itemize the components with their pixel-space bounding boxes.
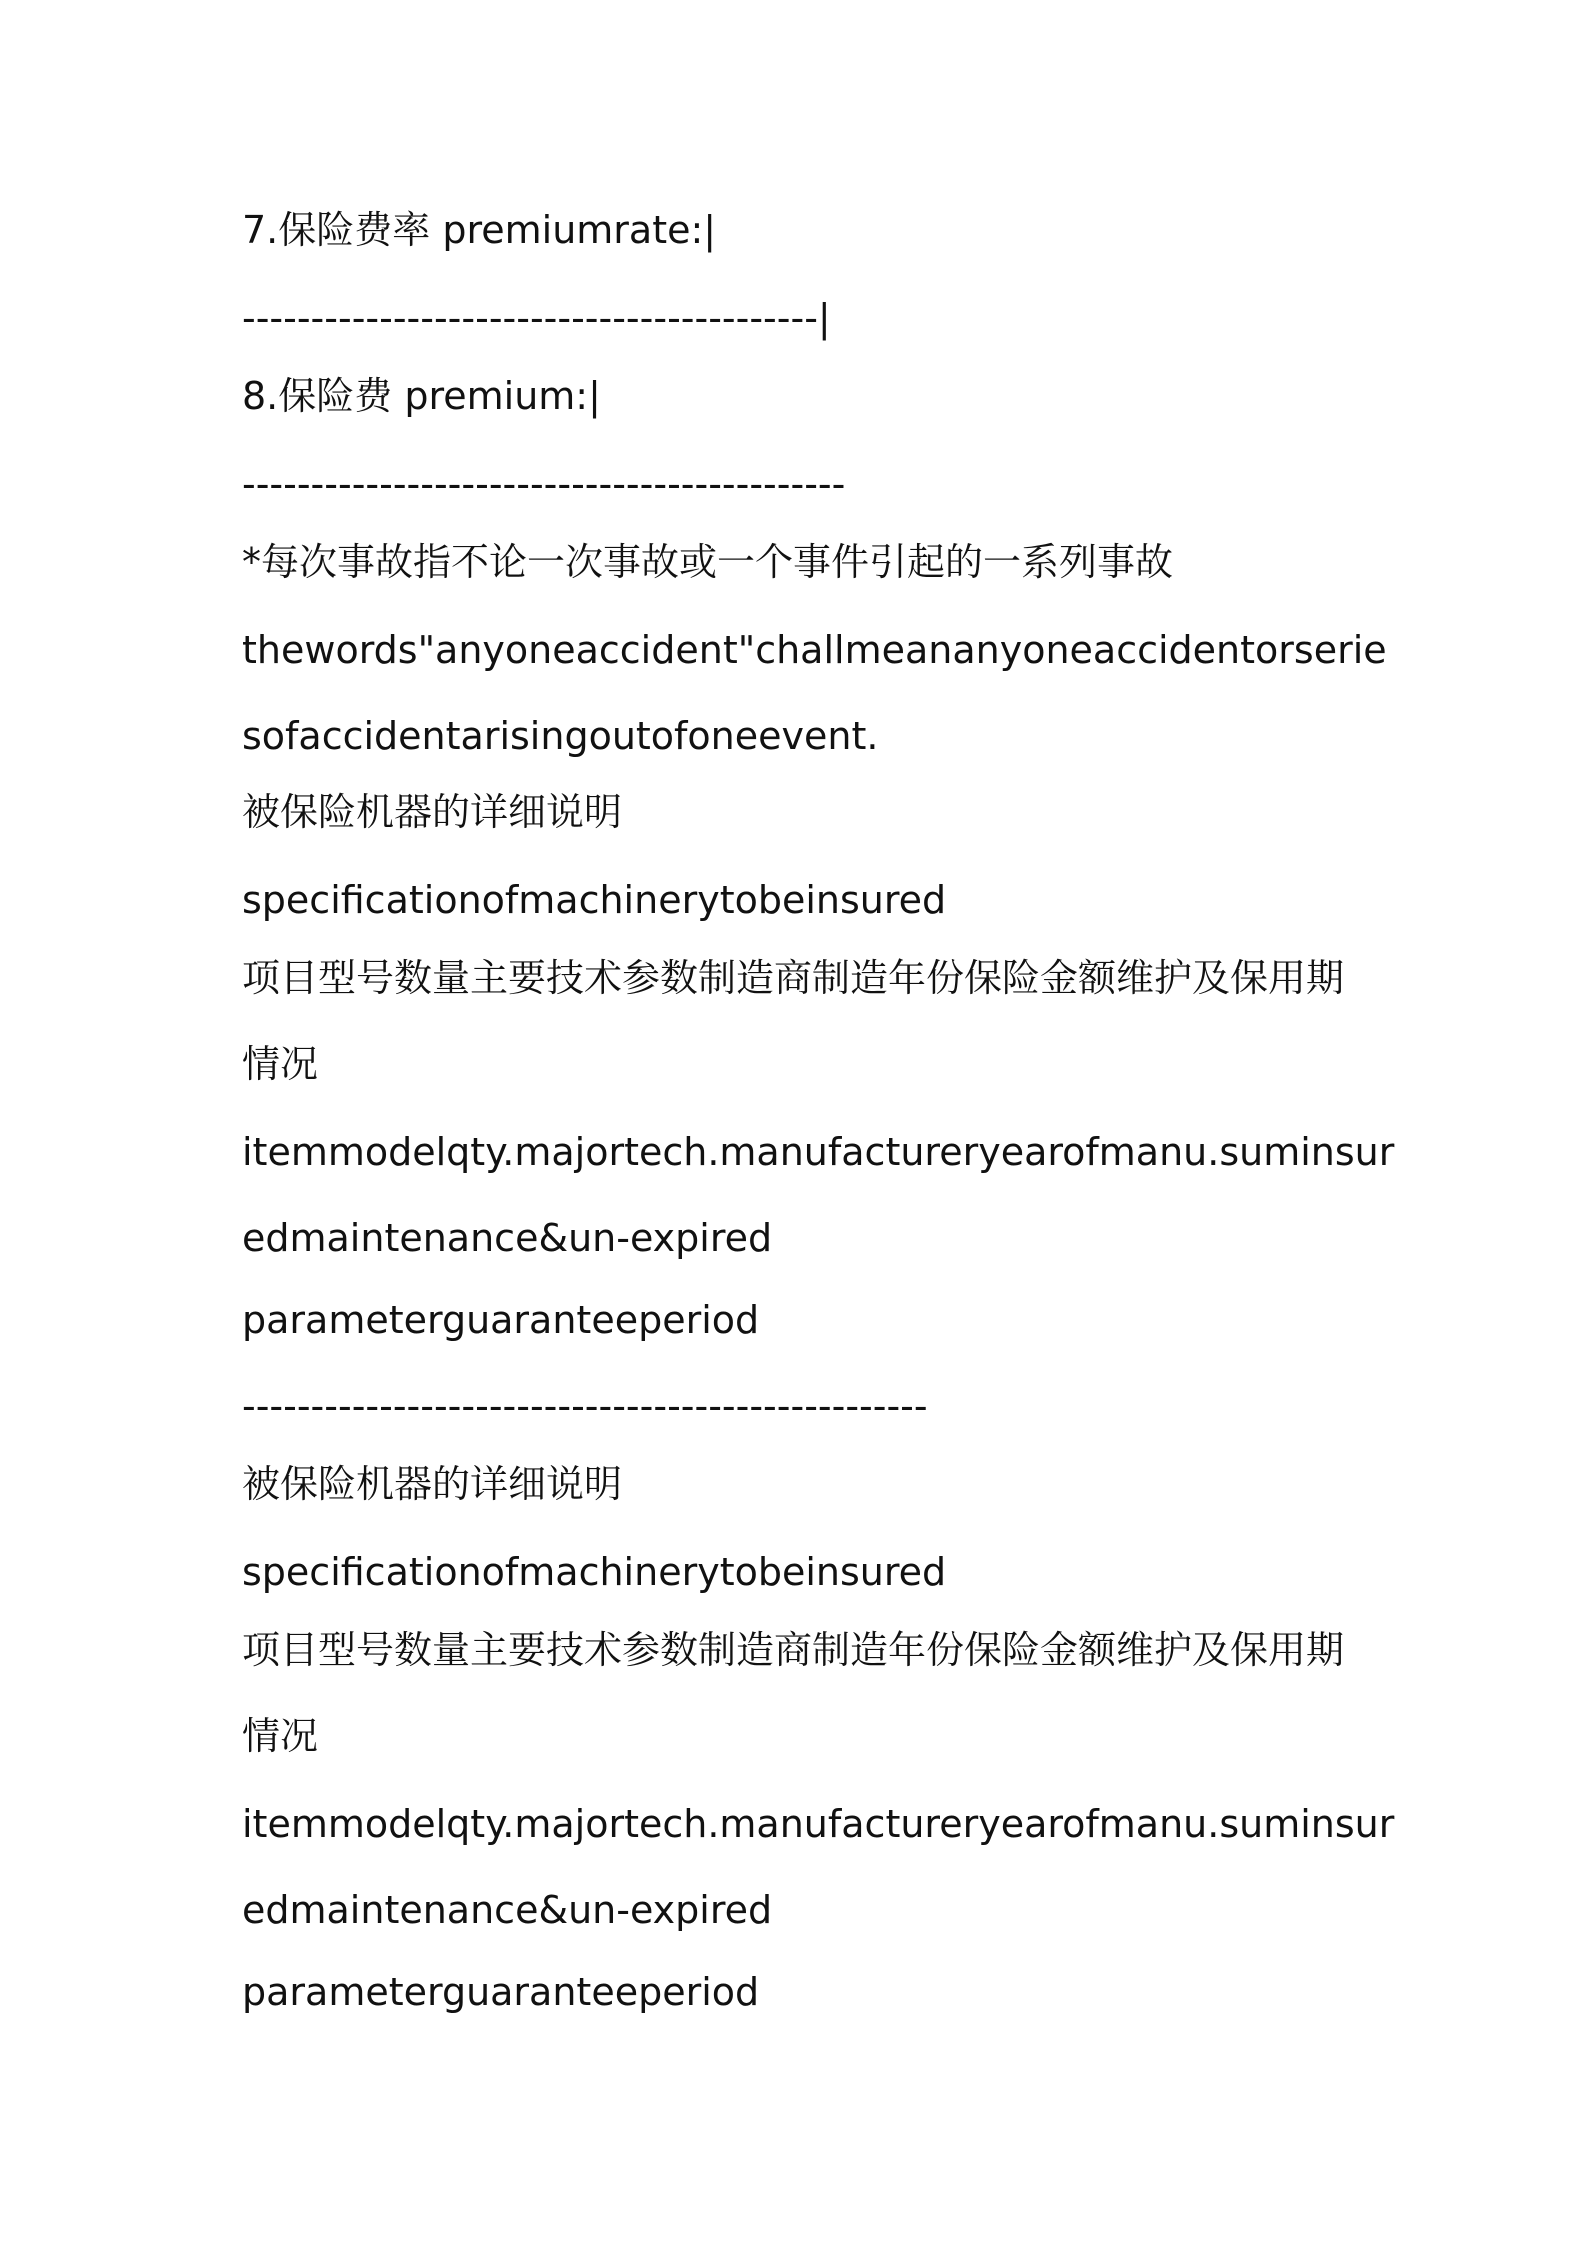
note-chinese: *每次事故指不论一次事故或一个事件引起的一系列事故 — [242, 540, 1174, 584]
columns-english-line-2: edmaintenance&un-expired — [242, 1216, 773, 1260]
columns-chinese-line-1: 项目型号数量主要技术参数制造商制造年份保险金额维护及保用期 — [242, 956, 1345, 1000]
note-english-line-2: sofaccidentarisingoutofoneevent. — [242, 714, 879, 758]
columns-english-line-1: itemmodelqty.majortech.manufactureryearofmanu.suminsur — [242, 1802, 1395, 1846]
columns-chinese-line-2: 情况 — [242, 1714, 319, 1758]
premium-line: 8.保险费 premium:| — [242, 374, 601, 418]
section-heading-english: specificationofmachinerytobeinsured — [242, 878, 947, 922]
separator-line: -------------------------------------------------- — [242, 1384, 928, 1428]
note-english-line-1: thewords"anyoneaccident"challmeananyoneaccidentorserie — [242, 628, 1387, 672]
columns-chinese-line-1: 项目型号数量主要技术参数制造商制造年份保险金额维护及保用期 — [242, 1628, 1345, 1672]
columns-english-line-3: parameterguaranteeperiod — [242, 1298, 760, 1342]
columns-chinese-line-2: 情况 — [242, 1042, 319, 1086]
section-heading-chinese: 被保险机器的详细说明 — [242, 790, 623, 834]
columns-english-line-3: parameterguaranteeperiod — [242, 1970, 760, 2014]
section-heading-english: specificationofmachinerytobeinsured — [242, 1550, 947, 1594]
premium-rate-line: 7.保险费率 premiumrate:| — [242, 208, 717, 252]
section-heading-chinese: 被保险机器的详细说明 — [242, 1462, 623, 1506]
separator-line: ------------------------------------------| — [242, 296, 831, 340]
columns-english-line-2: edmaintenance&un-expired — [242, 1888, 773, 1932]
separator-line: -------------------------------------------- — [242, 462, 846, 506]
columns-english-line-1: itemmodelqty.majortech.manufactureryearofmanu.suminsur — [242, 1130, 1395, 1174]
